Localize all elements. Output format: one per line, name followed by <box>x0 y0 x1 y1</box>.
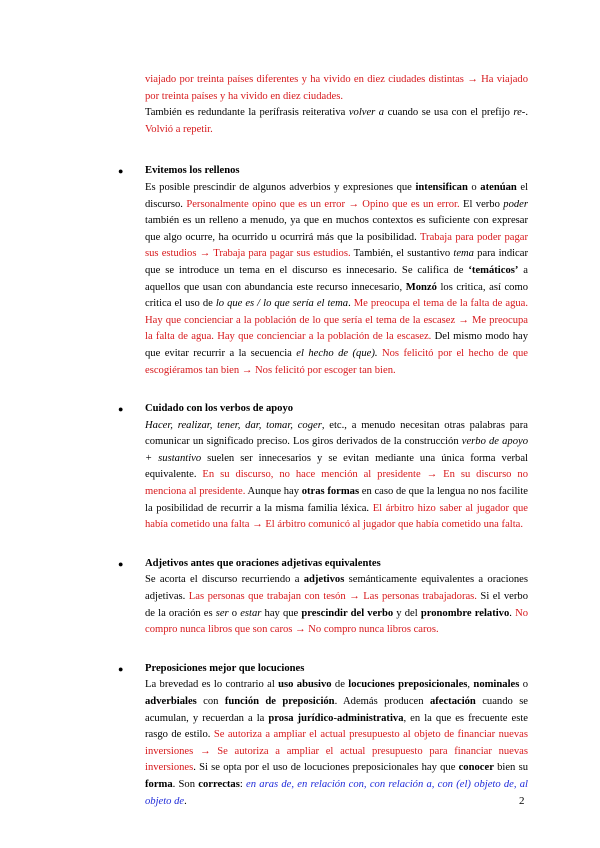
text-run: el discurso. <box>145 181 529 210</box>
text-run: , etc., a menudo necesitan otras palabras para comunicar un significado preciso. Los giros derivados de la construcción <box>145 419 528 448</box>
text-run: . <box>184 795 187 807</box>
text-run: . Si se opta por el uso de locuciones preposicionales hay que <box>193 762 459 774</box>
text-run: nominales <box>473 679 520 691</box>
text-run: conocer <box>458 762 494 774</box>
text-run: lo que es / lo que sería el tema <box>215 298 349 310</box>
text-run: suelen ser innecesarios y se evitan mediante una única forma verbal equivalente. <box>145 452 528 481</box>
bullet-icon: ● <box>118 404 124 415</box>
bullet-icon: ● <box>118 663 124 674</box>
section-title: Evitemos los rellenos <box>145 165 240 177</box>
text-run: con <box>196 696 225 707</box>
text-run: , en la que es frecuente este rasgo de estilo. <box>145 712 528 741</box>
example-text: Personalmente opino que es un error → Opino que es un error. <box>186 198 460 210</box>
section-adjetivos <box>118 556 529 639</box>
text-run: en caso de que la lengua no nos facilite la posibilidad de recurrir a la misma familia léxica. <box>145 486 528 514</box>
text-run: o <box>519 679 529 691</box>
text-run: cuando se acumulan, y recuerdan a la <box>145 696 529 724</box>
text-run: Es posible prescindir de algunos adverbios y expresiones que <box>145 181 416 193</box>
locution-list: en aras de, en relación con, con relación a, con (el) objeto de, al objeto de <box>145 778 528 807</box>
text-run: Monzó <box>405 281 437 293</box>
emphasis: re- <box>513 107 526 119</box>
text-run: uso abusivo <box>278 679 332 691</box>
text-run: : <box>239 778 247 790</box>
text-run: . Además producen <box>334 696 430 707</box>
text-run: . <box>509 607 516 619</box>
text-run: prescindir del verbo <box>301 607 394 619</box>
example-text: No compro nunca libros que son caros → No compro nunca libros caros. <box>145 607 529 636</box>
text-run: otras formas <box>301 486 360 498</box>
intro-example: viajado por treinta países diferentes y ha vivido en diez ciudades distintas → Ha viajado por treinta países y ha vivido en diez ciudades. <box>145 74 528 102</box>
text-run: o <box>228 607 241 619</box>
text-run: poder <box>503 198 528 210</box>
bullet-icon: ● <box>118 558 124 569</box>
text-run: forma <box>145 778 173 790</box>
text-run: Se acorta el discurso recurriendo a <box>145 574 304 586</box>
text-run: y del <box>393 607 421 619</box>
text-run: verbo de apoyo + sustantivo <box>145 436 528 464</box>
text-run: o <box>467 181 481 193</box>
text-run: El verbo <box>459 198 504 210</box>
text-run: hay que <box>261 607 302 619</box>
text-run: Hacer, realizar, tener, dar, tomar, coger <box>145 419 322 431</box>
example-text: Se autoriza a ampliar el actual presupuesto al objeto de financiar nuevas inversiones → Se autoriza a ampliar el actual presupuesto para financiar nuevas inversiones <box>145 729 528 774</box>
example-text: Me preocupa el tema de la falta de agua. Hay que concienciar a la población de lo que sería el tema de la escasez → Me preocupa la falta de agua. Hay que concienciar a la población de la escasez. <box>145 298 529 343</box>
text-run: adjetivos <box>303 574 345 586</box>
intro-paragraph <box>145 105 528 138</box>
example-text: Nos felicitó por el hecho de que escogiéramos tan bien → Nos felicitó por escoger tan bien. <box>145 347 528 376</box>
section-body <box>145 418 528 534</box>
section-preposiciones <box>118 661 529 810</box>
text: . <box>525 107 528 119</box>
text-run: estar <box>240 607 262 619</box>
text-run: . <box>348 298 354 310</box>
text-run: tema <box>453 248 474 260</box>
section-body <box>145 677 528 810</box>
section-title: Adjetivos antes que oraciones adjetivas equivalentes <box>145 557 381 569</box>
text-run: Aunque hay <box>245 486 302 498</box>
text-run: prosa jurídico-administrativa <box>268 712 404 724</box>
example-text: Las personas que trabajan con tesón → Las personas trabajadoras. <box>188 591 477 603</box>
text-run: a aquellos que usan con abundancia este recurso innecesario, <box>145 264 528 293</box>
section-title: Cuidado con los verbos de apoyo <box>145 403 294 415</box>
text-run: ser <box>215 607 229 619</box>
text-run: intensifican <box>415 181 468 193</box>
text-run: para indicar que se introduce un tema en el discurso es innecesario. Se califica de <box>145 248 528 276</box>
text-run: correctas <box>198 778 240 790</box>
text-run: semánticamente equivalentes a oraciones adjetivas. <box>145 574 528 603</box>
example-text: En su discurso, no hace mención al presidente → En su discurso no menciona al presidente. <box>145 469 529 498</box>
text-run: pronombre relativo <box>420 607 510 619</box>
text-run: La brevedad es lo contrario al <box>145 679 279 691</box>
text: cuando se usa con el prefijo <box>384 107 514 119</box>
emphasis: volver a <box>348 107 385 119</box>
text-run: también es un relleno a menudo, ya que en muchos contextos es suficiente con expresar que algo ocurre, ha ocurrido u ocurrirá más que la posibilidad. <box>145 215 528 243</box>
section-body <box>145 572 528 638</box>
bullet-icon: ● <box>118 166 124 177</box>
text-run: atenúan <box>480 181 517 193</box>
section-title: Preposiciones mejor que locuciones <box>145 662 305 674</box>
text-run: locuciones preposicionales <box>348 679 468 691</box>
section-body <box>145 180 528 379</box>
section-rellenos <box>118 163 529 379</box>
text-run: adverbiales <box>145 696 197 707</box>
example-text: Trabaja para poder pagar sus estudios → Trabaja para pagar sus estudios. <box>145 231 528 260</box>
text-run: ‘temáticos’ <box>468 264 519 276</box>
page-number: 2 <box>519 795 525 807</box>
text-run: . Son <box>172 778 199 790</box>
text-run: de <box>331 679 349 691</box>
text-run: los critica, así como critica el uso de <box>145 281 528 310</box>
example-text: Volvió a repetir. <box>145 123 213 135</box>
text-run: bien su <box>493 762 528 774</box>
example-text: El árbitro hizo saber al jugador que había cometido una falta → El árbitro comunicó al jugador que había cometido una falta. <box>145 502 529 531</box>
text-run: Del mismo modo hay que evitar recurrir a la secuencia <box>145 331 528 359</box>
text-run: Si el verbo de la oración es <box>145 591 529 619</box>
section-verbos-apoyo <box>118 401 529 534</box>
text-run: el hecho de (que). <box>296 347 378 359</box>
text-run: , <box>467 679 474 691</box>
text-run: También, el sustantivo <box>350 248 454 260</box>
text-run: afectación <box>429 696 476 707</box>
text-run: función de preposición <box>224 696 335 707</box>
page-content <box>118 72 529 810</box>
text: También es redundante la perífrasis reiterativa <box>145 107 349 119</box>
